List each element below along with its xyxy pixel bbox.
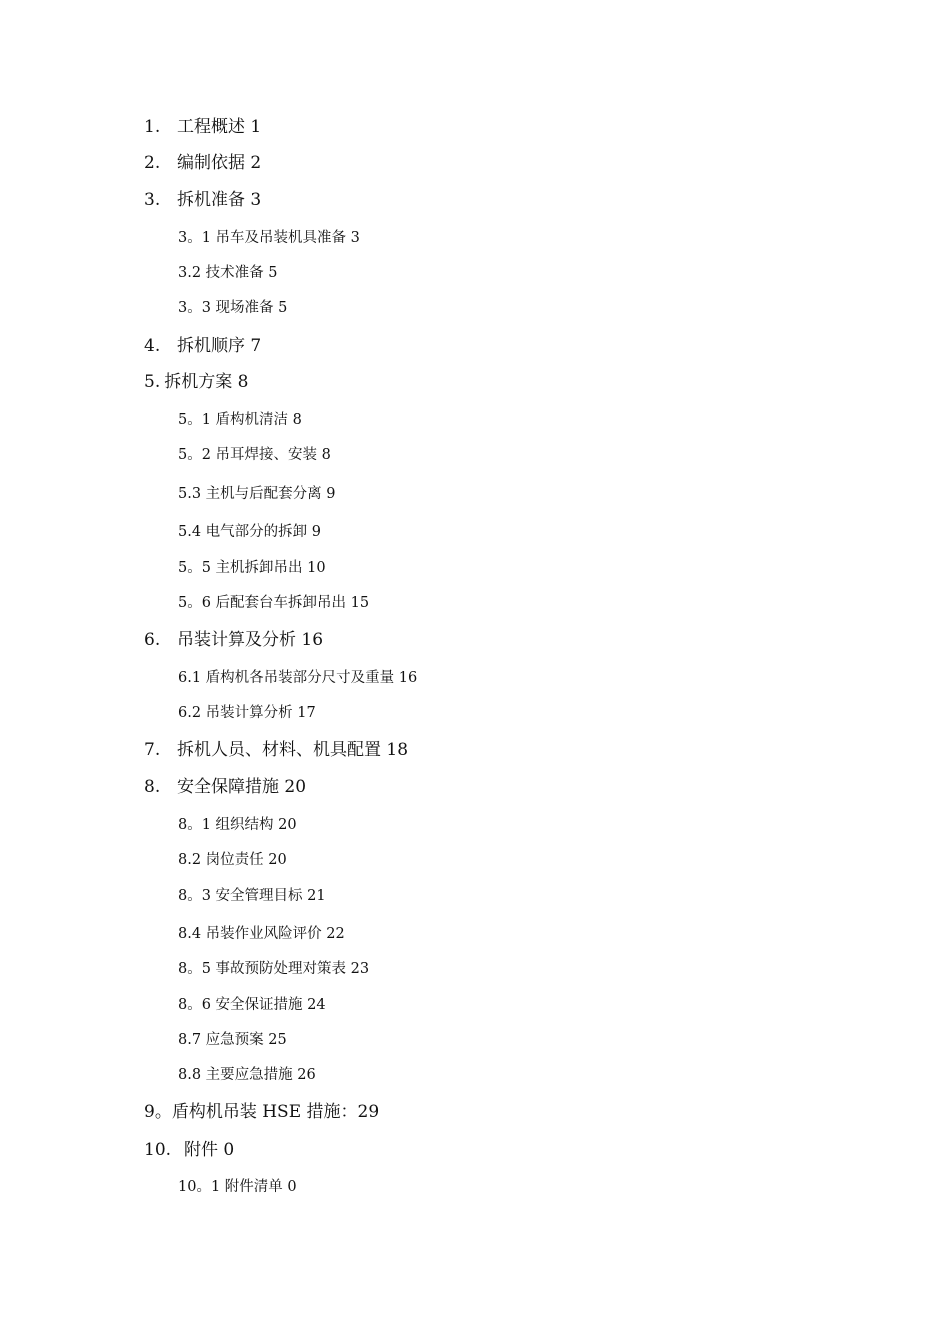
- toc-subentry-5-5[interactable]: [178, 561, 326, 576]
- toc-subtitle: 5。1 盾构机清洁 8: [178, 412, 302, 428]
- toc-subtitle: 8。3 安全管理目标 21: [178, 888, 326, 904]
- toc-subtitle: 3。1 吊车及吊装机具准备 3: [178, 230, 360, 246]
- toc-title: 拆机人员、材料、机具配置 18: [177, 740, 409, 760]
- toc-subentry-5-6[interactable]: [178, 596, 369, 611]
- toc-subtitle: 8.4 吊装作业风险评价 22: [178, 926, 345, 942]
- toc-subtitle: 6.1 盾构机各吊装部分尺寸及重量 16: [178, 670, 418, 686]
- toc-number: 8.: [144, 777, 161, 797]
- toc-subtitle: 8。6 安全保证措施 24: [178, 997, 326, 1013]
- toc-subentry-6-2[interactable]: [178, 706, 316, 721]
- toc-number: 3.: [144, 190, 161, 210]
- toc-subentry-5-1[interactable]: [178, 413, 302, 428]
- toc-entry-8[interactable]: [144, 779, 306, 796]
- toc-subentry-6-1[interactable]: [178, 671, 417, 686]
- toc-subentry-3-3[interactable]: [178, 301, 287, 316]
- toc-title: 附件 0: [184, 1140, 235, 1160]
- toc-subentry-8-1[interactable]: [178, 818, 297, 833]
- toc-subtitle: 8.2 岗位责任 20: [178, 852, 287, 868]
- toc-subentry-8-7[interactable]: [178, 1033, 287, 1048]
- toc-number: 10.: [144, 1140, 172, 1160]
- toc-entry-6[interactable]: [144, 632, 323, 649]
- toc-subentry-5-4[interactable]: [178, 525, 321, 540]
- toc-entry-2[interactable]: [144, 155, 261, 172]
- toc-number: 2.: [144, 153, 161, 173]
- toc-subtitle: 5.3 主机与后配套分离 9: [178, 486, 336, 502]
- toc-subentry-8-6[interactable]: [178, 998, 326, 1013]
- toc-title: 拆机准备 3: [177, 190, 262, 210]
- toc-subentry-8-5[interactable]: [178, 962, 369, 977]
- toc-subtitle: 5。5 主机拆卸吊出 10: [178, 560, 326, 576]
- toc-number: 9。: [144, 1102, 172, 1122]
- toc-title: 拆机顺序 7: [177, 336, 262, 356]
- toc-subentry-5-2[interactable]: [178, 448, 331, 463]
- toc-subtitle: 6.2 吊装计算分析 17: [178, 705, 316, 721]
- toc-subtitle: 8.8 主要应急措施 26: [178, 1067, 316, 1083]
- toc-number: 1.: [144, 117, 161, 137]
- toc-entry-1[interactable]: [144, 119, 261, 136]
- toc-subentry-3-1[interactable]: [178, 231, 360, 246]
- toc-title: 吊装计算及分析 16: [177, 630, 324, 650]
- toc-number: 7.: [144, 740, 161, 760]
- toc-subentry-3-2[interactable]: [178, 266, 278, 281]
- toc-title: 盾构机吊装 HSE 措施：29: [171, 1102, 380, 1122]
- toc-title: 拆机方案 8: [164, 372, 249, 392]
- toc-subtitle: 8。1 组织结构 20: [178, 817, 297, 833]
- toc-title: 编制依据 2: [177, 153, 262, 173]
- toc-subentry-10-1[interactable]: [178, 1180, 297, 1195]
- toc-entry-5[interactable]: [144, 374, 248, 391]
- toc-subentry-8-4[interactable]: [178, 927, 345, 942]
- toc-subentry-8-3[interactable]: [178, 889, 326, 904]
- toc-subtitle: 5。2 吊耳焊接、安装 8: [178, 447, 331, 463]
- toc-subentry-8-2[interactable]: [178, 853, 287, 868]
- toc-title: 工程概述 1: [177, 117, 262, 137]
- toc-entry-7[interactable]: [144, 742, 408, 759]
- toc-entry-10[interactable]: [144, 1142, 234, 1159]
- toc-entry-9[interactable]: [144, 1104, 379, 1121]
- toc-entry-3[interactable]: [144, 192, 261, 209]
- toc-title: 安全保障措施 20: [177, 777, 307, 797]
- toc-subtitle: 5。6 后配套台车拆卸吊出 15: [178, 595, 370, 611]
- toc-number: 4.: [144, 336, 161, 356]
- toc-subentry-5-3[interactable]: [178, 487, 336, 502]
- toc-subtitle: 3.2 技术准备 5: [178, 265, 278, 281]
- toc-subtitle: 10。1 附件清单 0: [178, 1179, 297, 1195]
- toc-subtitle: 5.4 电气部分的拆卸 9: [178, 524, 322, 540]
- toc-subentry-8-8[interactable]: [178, 1068, 316, 1083]
- toc-subtitle: 8。5 事故预防处理对策表 23: [178, 961, 370, 977]
- toc-number: 6.: [144, 630, 161, 650]
- toc-entry-4[interactable]: [144, 338, 261, 355]
- toc-number: 5.: [144, 372, 161, 392]
- toc-subtitle: 3。3 现场准备 5: [178, 300, 288, 316]
- toc-subtitle: 8.7 应急预案 25: [178, 1032, 287, 1048]
